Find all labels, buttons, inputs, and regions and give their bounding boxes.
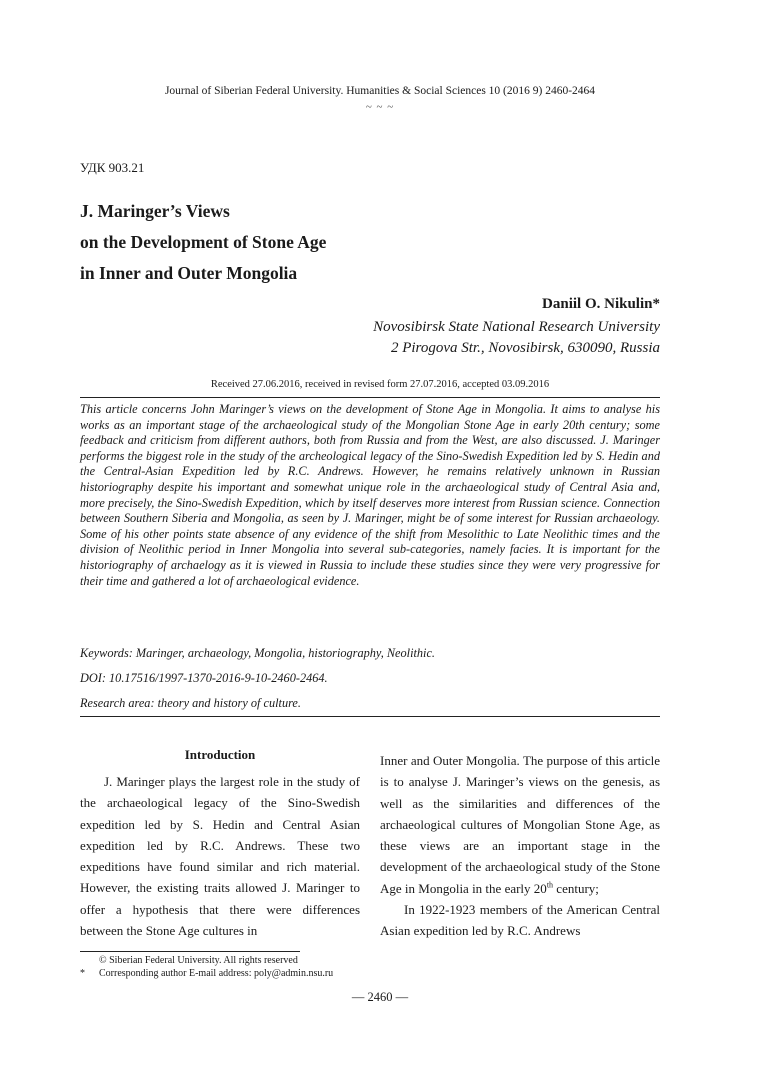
doi: DOI: 10.17516/1997-1370-2016-9-10-2460-2464.	[80, 671, 328, 685]
body-column-right	[380, 750, 660, 942]
research-area: Research area: theory and history of culture.	[80, 696, 301, 710]
header-separator: ~ ~ ~	[365, 101, 395, 113]
received-dates: Received 27.06.2016, received in revised form 27.07.2016, accepted 03.09.2016	[210, 379, 550, 390]
introduction-heading: Introduction	[184, 747, 256, 762]
keywords: Keywords: Maringer, archaeology, Mongolia, historiography, Neolithic.	[80, 646, 435, 660]
body-paragraph	[380, 750, 660, 899]
title-line: on the Development of Stone Age	[80, 232, 327, 252]
article-title	[80, 196, 326, 289]
body-column-left	[80, 771, 360, 941]
abstract-top-rule	[80, 397, 660, 398]
udk-code: УДК 903.21	[80, 160, 145, 175]
abstract: This article concerns John Maringer’s views on the development of Stone Age in Mongolia. It aims to analyse his works as an important stage of the archaeological study of the Mongolian Stone Age in early 20th century; some feedback and criticism from different authors, both from Russia and from the West, are also discussed. J. Maringer performs the biggest role in the study of the archeological legacy of the Sino-Swedish Expedition led by S. Hedin and the Central-Asian Expedition led by R.C. Andrews. However, he remains relatively unknown in Russian historiography despite his important and somewhat unique role in the archaeological study of Central Asia and, more precisely, the Sino-Swedish Expedition, which by itself deserves more interest from Russian science. Connection between Southern Siberia and Mongolia, as seen by J. Maringer, might be of some interest for Russian archaeology. Some of his other points state absence of any evidence of the shift from Mesolithic to Late Neolithic times and the division of Neolithic period in Inner Mongolia into several sub-categories, namely facies. It is important for the historiography of archaelogy as it is viewed in Russia to include these studies since they were very progressive for their time and gathered a lot of archaeological evidence.	[80, 402, 660, 588]
abstract-bottom-rule	[80, 716, 660, 717]
body-text: Inner and Outer Mongolia. The purpose of this article is to analyse J. Maringer’s views on the genesis, as well as the similarities and differences of the archaeological cultures of Mongolian Stone Age, as these views are an important stage in the development of the archaeological study of the Stone Age in Mongolia in the early 20	[380, 753, 660, 896]
body-text: century;	[553, 880, 599, 896]
author-affiliation: Novosibirsk State National Research University	[373, 319, 660, 335]
footnote-rule	[80, 951, 300, 952]
footnote-text: Corresponding author E-mail address: poly@admin.nsu.ru	[99, 968, 334, 979]
body-paragraph: In 1922-1923 members of the American Central Asian expedition led by R.C. Andrews	[380, 902, 660, 939]
page-number: — 2460 —	[351, 990, 409, 1004]
author-affiliation-block	[373, 317, 660, 359]
title-line: J. Maringer’s Views	[80, 201, 230, 221]
author-address: 2 Pirogova Str., Novosibirsk, 630090, Russia	[390, 340, 660, 356]
author-name: Daniil O. Nikulin*	[542, 296, 660, 312]
corresponding-author-footnote	[80, 968, 333, 979]
journal-header: Journal of Siberian Federal University. Humanities & Social Sciences 10 (2016 9) 2460-2464	[164, 85, 596, 97]
title-line: in Inner and Outer Mongolia	[80, 263, 298, 283]
body-paragraph: J. Maringer plays the largest role in the study of the archaeological legacy of the Sino-Swedish expedition led by S. Hedin and Central Asian expedition led by R.C. Andrews. These two expeditions have found similar and rich material. However, the existing traits allowed J. Maringer to offer a hypothesis that there were differences between the Stone Age cultures in	[80, 774, 360, 939]
copyright-footnote: © Siberian Federal University. All rights reserved	[99, 955, 298, 966]
superscript: th	[546, 880, 554, 890]
footnote-marker: *	[80, 968, 85, 979]
